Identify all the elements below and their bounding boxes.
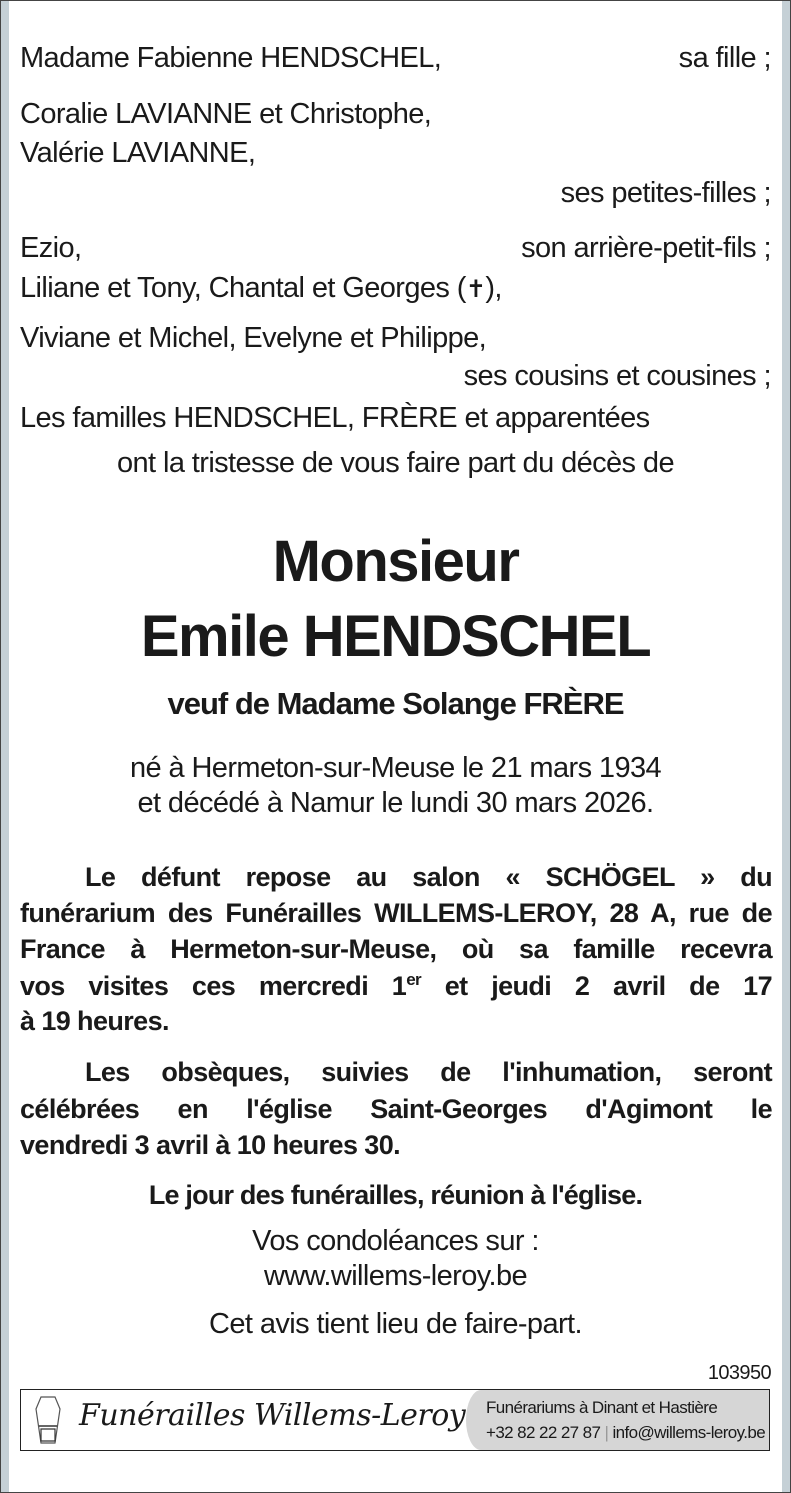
visit-line-4	[20, 970, 772, 1002]
birth: né à Hermeton-sur-Meuse le 21 mars 1934	[129, 752, 662, 784]
granddaughters-relation: ses petites-filles ;	[560, 177, 771, 209]
widower-of: veuf de Madame Solange FRÈRE	[167, 686, 624, 721]
visit-line-3: France à Hermeton-sur-Meuse, où sa famille recevra	[20, 934, 772, 964]
email[interactable]: info@willems-leroy.be	[612, 1423, 766, 1442]
great-grandson: Ezio,	[20, 232, 82, 264]
visit-line-5: à 19 heures.	[20, 1006, 169, 1036]
meeting: Le jour des funérailles, réunion à l'église.	[148, 1180, 643, 1210]
ordinal: er	[406, 970, 422, 989]
cousins-relation: ses cousins et cousines ;	[463, 360, 771, 392]
granddaughter-2: Valérie LAVIANNE,	[20, 137, 256, 169]
great-grandson-relation: son arrière-petit-fils ;	[521, 232, 771, 264]
cousins-line-1	[20, 272, 502, 305]
funeral-home-logo: Funérailles Willems-Leroy	[79, 1398, 466, 1433]
visit-line-1: Le défunt repose au salon « SCHÖGEL » du	[85, 862, 772, 892]
website-link[interactable]: www.willems-leroy.be	[263, 1260, 528, 1292]
separator: |	[604, 1423, 609, 1442]
daughter-relation: sa fille ;	[678, 42, 771, 74]
cross-icon: ✝	[465, 275, 486, 303]
funeral-line-1: Les obsèques, suivies de l'inhumation, seront	[85, 1057, 772, 1087]
condolences: Vos condoléances sur :	[252, 1225, 539, 1257]
deceased-name: Emile HENDSCHEL	[140, 604, 651, 669]
announcement: ont la tristesse de vous faire part du décès de	[117, 447, 674, 479]
visit-text: vos visites ces mercredi 1	[20, 971, 407, 1001]
cousins-text: Liliane et Tony, Chantal et Georges (	[20, 272, 466, 304]
urn-coffin-icon	[33, 1395, 63, 1445]
visit-text-end: et jeudi 2 avril de 17	[421, 971, 772, 1001]
cousins-line-2: Viviane et Michel, Evelyne et Philippe,	[20, 322, 487, 354]
reference-number: 103950	[707, 1362, 771, 1384]
contact-line	[486, 1423, 765, 1443]
death: et décédé à Namur le lundi 30 mars 2026.	[137, 787, 654, 819]
funeral-home-banner	[20, 1389, 770, 1451]
cousins-end: ),	[485, 272, 502, 304]
granddaughter-1: Coralie LAVIANNE et Christophe,	[20, 98, 432, 130]
deceased-title: Monsieur	[272, 529, 519, 594]
daughter-name: Madame Fabienne HENDSCHEL,	[20, 42, 442, 74]
funeral-line-3: vendredi 3 avril à 10 heures 30.	[20, 1130, 401, 1160]
notice-text: Cet avis tient lieu de faire-part.	[209, 1308, 582, 1340]
phone: +32 82 22 27 87	[486, 1423, 601, 1442]
funerariums: Funérariums à Dinant et Hastière	[486, 1398, 718, 1417]
funeral-line-2: célébrées en l'église Saint-Georges d'Agimont le	[20, 1094, 772, 1124]
visit-line-2: funérarium des Funérailles WILLEMS-LEROY, 28 A, rue de	[20, 898, 772, 928]
families: Les familles HENDSCHEL, FRÈRE et apparentées	[20, 402, 650, 434]
